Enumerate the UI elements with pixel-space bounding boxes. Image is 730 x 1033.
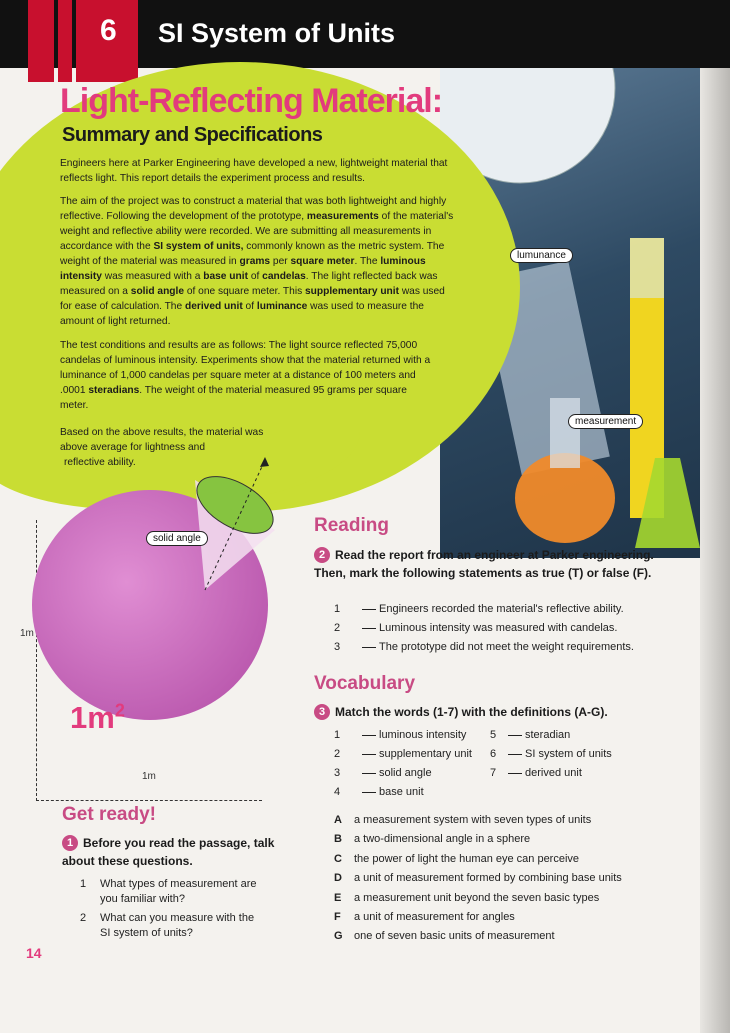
arrow-head-icon bbox=[260, 457, 269, 467]
unit-title: SI System of Units bbox=[158, 18, 396, 48]
reading-instructions: Read the report from an engineer at Parker engineering. Then, mark the following statements as true (T) or false (F). bbox=[314, 548, 654, 580]
answer-blank[interactable] bbox=[508, 735, 522, 736]
reading-section bbox=[314, 515, 389, 537]
definition-row: E a measurement unit beyond the seven basic types bbox=[334, 891, 600, 904]
reading-heading: Reading bbox=[314, 515, 389, 536]
question-row: 1 What types of measurement are you familiar with? bbox=[80, 878, 257, 905]
answer-blank[interactable] bbox=[362, 754, 376, 755]
flask-neck bbox=[550, 398, 580, 468]
get-ready-prompt bbox=[62, 834, 282, 870]
exercise-number-badge: 3 bbox=[314, 704, 330, 720]
get-ready-heading: Get ready! bbox=[62, 804, 156, 825]
answer-blank[interactable] bbox=[362, 609, 376, 610]
header-red-stripe bbox=[58, 0, 72, 82]
measurement-callout: measurement bbox=[568, 414, 643, 429]
reading-prompt bbox=[314, 546, 684, 582]
solid-angle-callout: solid angle bbox=[146, 531, 208, 546]
answer-blank[interactable] bbox=[362, 773, 376, 774]
vocabulary-prompt bbox=[314, 703, 684, 721]
exercise-number-badge: 1 bbox=[62, 835, 78, 851]
report-line: Based on the above results, the material was bbox=[60, 427, 264, 438]
statement-row: 3 The prototype did not meet the weight requirements. bbox=[334, 641, 634, 653]
definition-row: G one of seven basic units of measurement bbox=[334, 930, 555, 943]
word-row: 2 supplementary unit bbox=[334, 748, 472, 760]
reading-statements bbox=[334, 600, 694, 657]
vocabulary-section bbox=[314, 673, 415, 695]
page-fold-shadow bbox=[700, 0, 730, 1033]
get-ready-instructions: Before you read the passage, talk about these questions. bbox=[62, 836, 275, 868]
report-title: Light-Reflecting Material: bbox=[60, 82, 443, 120]
get-ready-questions bbox=[80, 877, 260, 941]
dimension-label-bottom: 1m bbox=[142, 771, 156, 782]
word-row: 1 luminous intensity bbox=[334, 729, 467, 741]
answer-blank[interactable] bbox=[508, 773, 522, 774]
question-row: 2 What can you measure with the SI system of units? bbox=[80, 912, 255, 939]
word-row: 6 SI system of units bbox=[490, 748, 612, 760]
answer-blank[interactable] bbox=[508, 754, 522, 755]
exercise-number-badge: 2 bbox=[314, 547, 330, 563]
answer-blank[interactable] bbox=[362, 647, 376, 648]
word-row: 7 derived unit bbox=[490, 767, 582, 779]
report-paragraph-1: Engineers here at Parker Engineering have developed a new, lightweight material that reflects light. This report details the experiment process and results. bbox=[60, 158, 448, 184]
dimension-label-side: 1m bbox=[20, 628, 34, 639]
definition-row: A a measurement system with seven types of units bbox=[334, 814, 592, 826]
statement-row: 1 Engineers recorded the material's reflective ability. bbox=[334, 603, 624, 615]
report-subtitle: Summary and Specifications bbox=[62, 124, 323, 146]
solid-angle-cone bbox=[150, 455, 290, 605]
definition-row: F a unit of measurement for angles bbox=[334, 911, 515, 924]
words-left-column bbox=[334, 726, 494, 802]
answer-blank[interactable] bbox=[362, 628, 376, 629]
page-number: 14 bbox=[26, 945, 42, 961]
words-right-column bbox=[490, 726, 680, 783]
definition-row: B a two-dimensional angle in a sphere bbox=[334, 833, 531, 846]
chapter-number: 6 bbox=[100, 14, 117, 47]
word-row: 3 solid angle bbox=[334, 767, 432, 779]
header-red-stripe bbox=[28, 0, 54, 82]
lumunance-callout: lumunance bbox=[510, 248, 573, 263]
area-label: $1m^2$ bbox=[70, 700, 125, 735]
definitions-list bbox=[334, 811, 694, 947]
report-paragraph-3: The test conditions and results are as follows: The light source reflected 75,000 candelas of luminous intensity. Experiments show that the material returned with a luminance of 1,000 candelas per square meter at a distance of 100 meters and .0001 steradians. The weight of the material measured 95 grams per square meter. bbox=[60, 340, 431, 411]
get-ready-section bbox=[62, 804, 156, 826]
vocabulary-instructions: Match the words (1-7) with the definitions (A-G). bbox=[335, 705, 608, 719]
vocabulary-heading: Vocabulary bbox=[314, 673, 416, 694]
definition-row: C the power of light the human eye can perceive bbox=[334, 852, 580, 865]
word-row: 5 steradian bbox=[490, 729, 571, 741]
definition-row: D a unit of measurement formed by combining base units bbox=[334, 872, 622, 885]
statement-row: 2 Luminous intensity was measured with candelas. bbox=[334, 622, 618, 634]
answer-blank[interactable] bbox=[362, 735, 376, 736]
answer-blank[interactable] bbox=[362, 792, 376, 793]
report-line: above average for lightness and bbox=[60, 442, 205, 453]
report-line: reflective ability. bbox=[64, 457, 136, 468]
word-row: 4 base unit bbox=[334, 786, 424, 798]
report-paragraph-2: The aim of the project was to construct a material that was both lightweight and highly reflective. Following the development of the prototype, measurements of the material's weight and reflective ability were recorded. We are submitting all measurements in accordance with the SI system of units, commonly known as the metric system. The weight of the material was measured in grams per square meter. The luminous intensity was measured with a base unit of candelas. The light reflected back was measured on a solid angle of one square meter. This supplementary unit was used for ease of calculation. The derived unit of luminance was used to measure the amount of light returned. bbox=[60, 196, 454, 327]
